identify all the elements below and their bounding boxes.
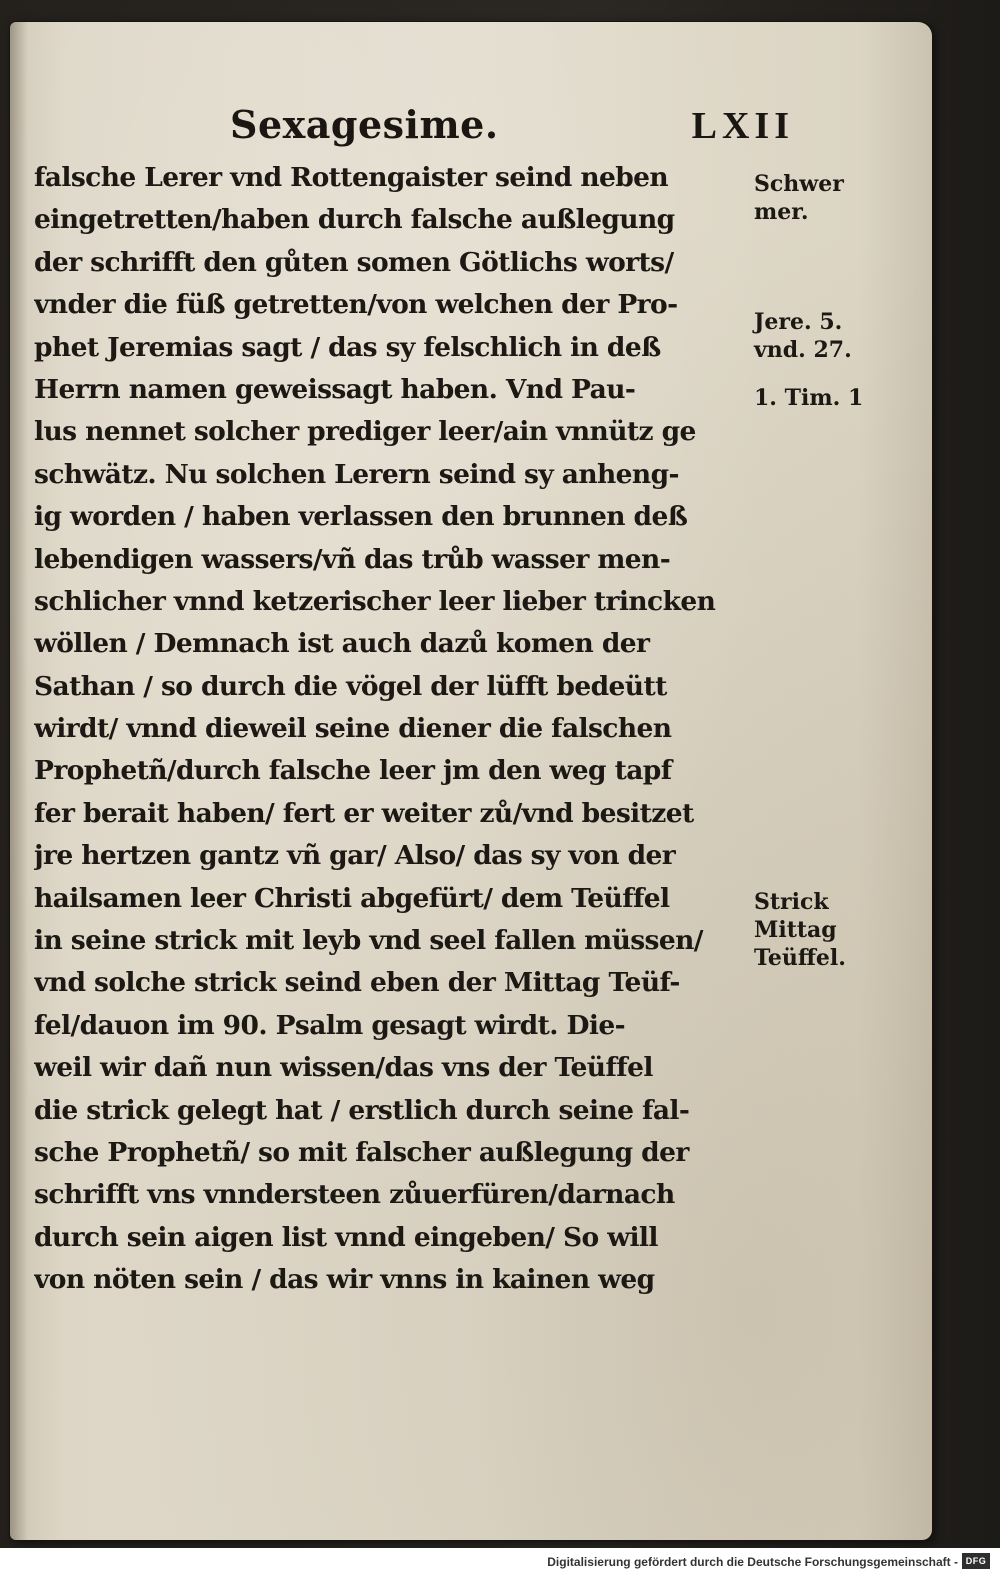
- text-line: schlicher vnnd ketzerischer leer lieber trincken: [34, 585, 716, 617]
- folio-number: LXII: [691, 105, 794, 147]
- text-line: wirdt/ vnnd dieweil seine diener die falschen: [34, 713, 672, 745]
- text-line: schrifft vns vnndersteen zůuerfüren/darnach: [34, 1179, 675, 1211]
- text-line: in seine strick mit leyb vnd seel fallen müssen/: [34, 925, 703, 957]
- text-line: weil wir dañ nun wissen/das vns der Teüffel: [34, 1052, 653, 1084]
- text-line: jre hertzen gantz vñ gar/ Also/ das sy von der: [34, 840, 676, 872]
- margin-note-line: Schwer: [754, 171, 844, 197]
- text-line: durch sein aigen list vnnd eingeben/ So will: [34, 1221, 658, 1253]
- text-line: lus nennet solcher prediger leer/ain vnnütz ge: [34, 416, 696, 448]
- text-line: schwätz. Nu solchen Lerern seind sy anheng-: [34, 458, 679, 490]
- book-page: [10, 22, 932, 1540]
- margin-note-line: Jere. 5.: [754, 309, 843, 335]
- text-line: lebendigen wassers/vñ das trůb wasser men-: [34, 543, 671, 575]
- text-line: der schrifft den gůten somen Götlichs worts/: [34, 246, 674, 278]
- margin-note-strick: [754, 888, 914, 972]
- page-header: [10, 102, 932, 152]
- margin-note-jeremias: [754, 308, 914, 364]
- text-line: Herrn namen geweissagt haben. Vnd Pau-: [34, 373, 636, 405]
- margin-note-line: Teüffel.: [754, 945, 846, 971]
- text-line: die strick gelegt hat / erstlich durch seine fal-: [34, 1094, 690, 1126]
- margin-note-line: Mittag: [754, 917, 837, 943]
- text-line: hailsamen leer Christi abgefürt/ dem Teüffel: [34, 882, 670, 914]
- margin-note-schwermer: [754, 170, 914, 226]
- text-line: vnd solche strick seind eben der Mittag Teüf-: [34, 967, 680, 999]
- text-line: falsche Lerer vnd Rottengaister seind neben: [34, 162, 669, 193]
- funding-credit: Digitalisierung gefördert durch die Deutsche Forschungsgemeinschaft -: [547, 1555, 958, 1569]
- dfg-logo: DFG: [962, 1553, 990, 1569]
- margin-note-line: mer.: [754, 199, 809, 225]
- running-title: Sexagesime.: [230, 102, 499, 147]
- margin-note-line: Strick: [754, 889, 829, 915]
- margin-note-timotheus: [754, 384, 914, 412]
- margin-note-line: vnd. 27.: [754, 337, 852, 363]
- text-line: Prophetñ/durch falsche leer jm den weg tapf: [34, 755, 672, 787]
- text-line: sche Prophetñ/ so mit falscher außlegung der: [34, 1136, 689, 1168]
- text-line: eingetretten/haben durch falsche außlegung: [34, 204, 675, 236]
- text-line: Sathan / so durch die vögel der lüfft bedeütt: [34, 670, 667, 702]
- text-line: ig worden / haben verlassen den brunnen deß: [34, 501, 688, 533]
- text-line: fer berait haben/ fert er weiter zů/vnd besitzet: [34, 797, 694, 829]
- text-line: wöllen / Demnach ist auch dazů komen der: [34, 628, 650, 660]
- text-line: von nöten sein / das wir vnns in kainen weg: [34, 1264, 655, 1296]
- margin-note-line: 1. Tim. 1: [754, 385, 864, 411]
- body-text: [34, 157, 756, 1302]
- text-line: phet Jeremias sagt / das sy felschlich in deß: [34, 331, 661, 363]
- text-line: fel/dauon im 90. Psalm gesagt wirdt. Die-: [34, 1009, 625, 1041]
- text-line: vnder die füß getretten/von welchen der Pro-: [34, 289, 678, 321]
